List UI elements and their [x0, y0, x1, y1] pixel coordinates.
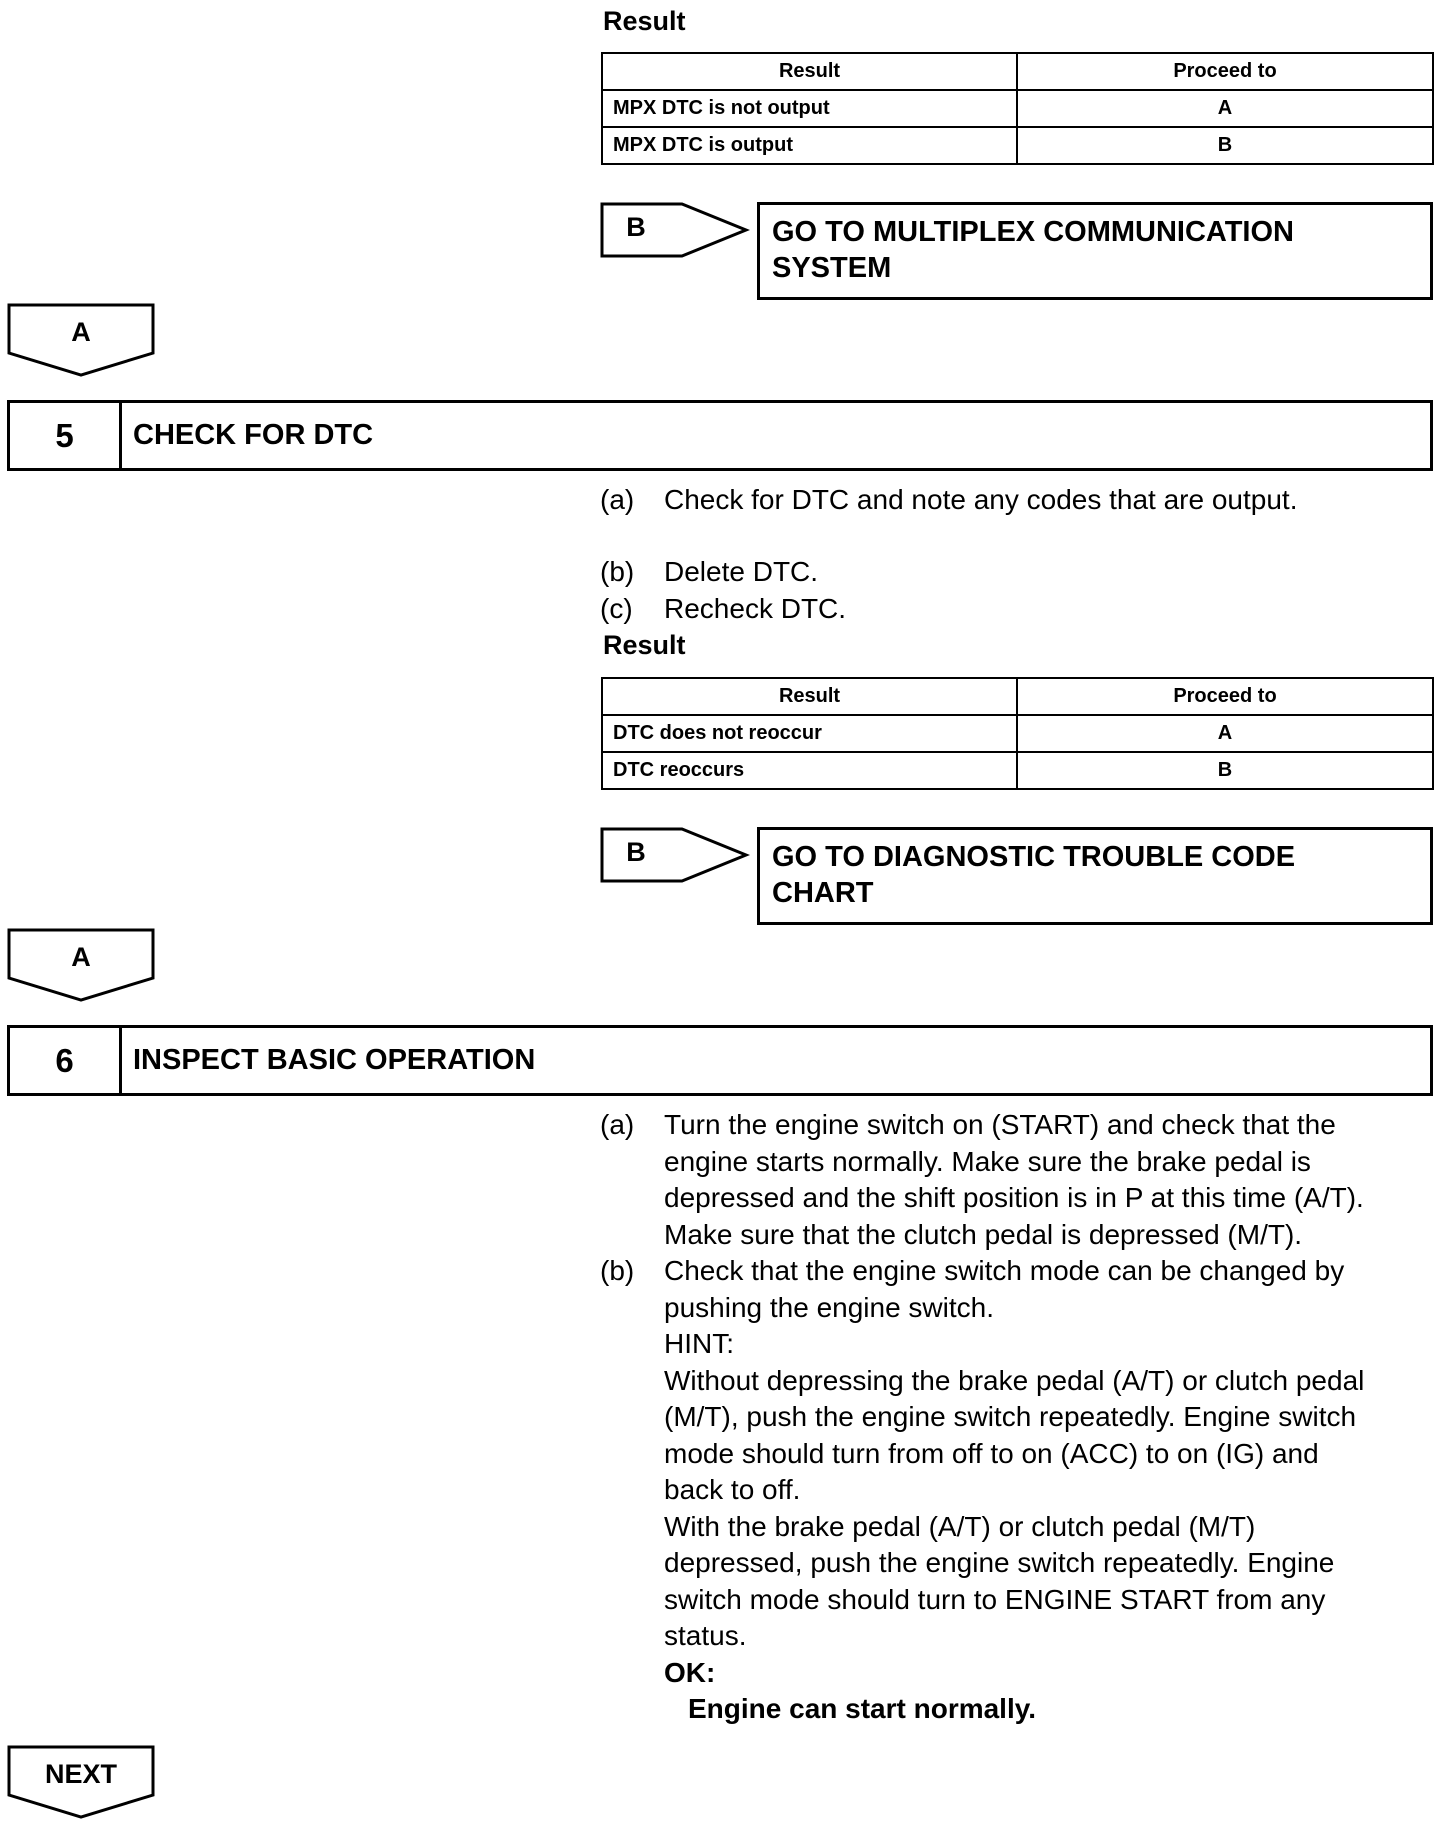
text-line: depressed, push the engine switch repeatedly. Engine	[664, 1547, 1335, 1578]
item-text	[664, 1107, 1444, 1253]
item-text: Recheck DTC.	[664, 593, 847, 624]
text-line: pushing the engine switch.	[664, 1291, 994, 1323]
table-cell: MPX DTC is not output	[602, 90, 1017, 127]
text-line: Make sure that the clutch pedal is depressed (M/T).	[664, 1218, 1303, 1250]
text-line: With the brake pedal (A/T) or clutch pedal (M/T)	[664, 1510, 1256, 1542]
go-to-text-line: GO TO DIAGNOSTIC TROUBLE CODE	[772, 841, 1296, 873]
table-cell: B	[1017, 752, 1433, 789]
step-title: CHECK FOR DTC	[133, 419, 374, 451]
go-to-box[interactable]	[757, 202, 1433, 300]
go-to-text-line: SYSTEM	[772, 252, 892, 284]
result-heading: Result	[603, 6, 686, 36]
instruction-item	[600, 1107, 1440, 1257]
step-number: 6	[10, 1028, 122, 1093]
go-to-text-line: CHART	[772, 877, 874, 909]
step-number: 5	[10, 403, 122, 468]
item-marker: (a)	[600, 484, 635, 515]
text-line: engine starts normally. Make sure the brake pedal is	[664, 1145, 1311, 1177]
instruction-item	[600, 591, 1440, 631]
text-line: back to off.	[664, 1474, 801, 1505]
next-label: NEXT	[44, 1759, 117, 1789]
table-cell: DTC does not reoccur	[602, 715, 1017, 752]
item-marker: (c)	[600, 593, 633, 624]
proceed-arrow-label: A	[71, 942, 91, 972]
proceed-arrow-label: A	[71, 317, 91, 347]
go-arrow-label: B	[626, 212, 646, 242]
instruction-item	[600, 554, 1440, 594]
table-header: Result	[602, 53, 1017, 90]
hint-label: HINT:	[664, 1328, 734, 1359]
go-arrow-label: B	[626, 837, 646, 867]
table-cell: A	[1017, 90, 1433, 127]
item-text: Check for DTC and note any codes that are output.	[664, 484, 1298, 515]
table-header: Proceed to	[1017, 678, 1433, 715]
instruction-item	[600, 482, 1440, 522]
go-to-text-line: GO TO MULTIPLEX COMMUNICATION	[772, 216, 1294, 248]
step-title: INSPECT BASIC OPERATION	[133, 1044, 536, 1076]
result-table	[601, 677, 1434, 790]
item-marker: (b)	[600, 556, 635, 587]
instruction-item	[600, 1253, 1440, 1733]
step-5-header	[7, 400, 1433, 471]
result-table	[601, 52, 1434, 165]
step-6-header	[7, 1025, 1433, 1096]
item-marker: (b)	[600, 1255, 635, 1286]
item-text: Delete DTC.	[664, 556, 819, 587]
text-line: Without depressing the brake pedal (A/T) or clutch pedal	[664, 1364, 1365, 1396]
item-marker: (a)	[600, 1109, 635, 1140]
text-line: Turn the engine switch on (START) and check that the	[664, 1109, 1336, 1140]
text-line: status.	[664, 1620, 747, 1651]
table-header: Result	[602, 678, 1017, 715]
text-line: (M/T), push the engine switch repeatedly. Engine switch	[664, 1401, 1357, 1432]
text-line: mode should turn from off to on (ACC) to on (IG) and	[664, 1437, 1319, 1469]
table-header: Proceed to	[1017, 53, 1433, 90]
text-line: Check that the engine switch mode can be changed by	[664, 1255, 1345, 1286]
table-cell: MPX DTC is output	[602, 127, 1017, 164]
ok-result-text: Engine can start normally.	[688, 1693, 1037, 1724]
text-line: switch mode should turn to ENGINE START from any	[664, 1583, 1326, 1615]
item-text	[664, 1253, 1444, 1728]
table-cell: B	[1017, 127, 1433, 164]
result-heading: Result	[603, 630, 686, 660]
table-cell: A	[1017, 715, 1433, 752]
text-line: depressed and the shift position is in P at this time (A/T).	[664, 1182, 1364, 1213]
ok-label: OK:	[664, 1656, 716, 1688]
go-to-box[interactable]	[757, 827, 1433, 925]
table-cell: DTC reoccurs	[602, 752, 1017, 789]
